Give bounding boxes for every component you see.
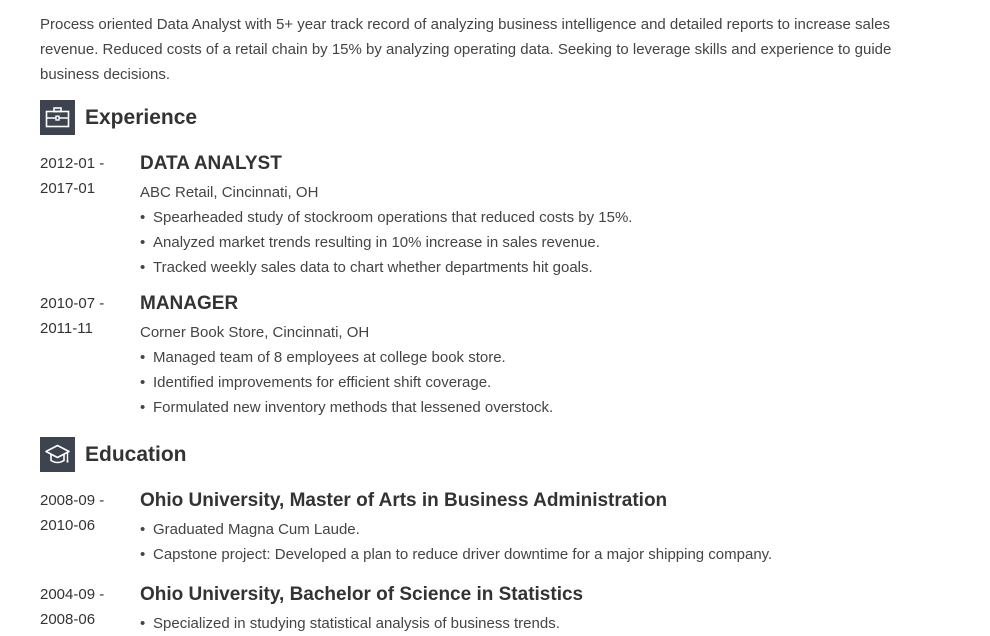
entry-dates: 2012-01 - 2017-01 xyxy=(40,155,105,197)
job-title: MANAGER xyxy=(140,293,239,314)
list-item: • Formulated new inventory methods that lessened overstock. xyxy=(140,399,554,416)
education-heading: Education xyxy=(85,442,187,466)
education-section-header xyxy=(40,437,940,472)
bullet-list xyxy=(140,205,940,280)
list-item: • Tracked weekly sales data to chart whether departments hit goals. xyxy=(140,259,593,276)
list-item: • Specialized in studying statistical analysis of business trends. xyxy=(140,615,560,632)
resume-page xyxy=(40,12,940,636)
list-item: • Identified improvements for efficient shift coverage. xyxy=(140,374,492,391)
company-location: ABC Retail, Cincinnati, OH xyxy=(140,184,319,201)
list-item: • Spearheaded study of stockroom operations that reduced costs by 15%. xyxy=(140,209,633,226)
summary-text: Process oriented Data Analyst with 5+ year track record of analyzing business intelligence and detailed reports to increase sales revenue. Reduced costs of a retail chain by 15% by analyzing operating data. Seeking to leverage skills and experience to guide business decisions. xyxy=(40,16,892,83)
job-title: DATA ANALYST xyxy=(140,153,282,174)
education-entry xyxy=(40,582,940,636)
list-item: • Capstone project: Developed a plan to reduce driver downtime for a major shipping company. xyxy=(140,546,773,563)
list-item: • Graduated Magna Cum Laude. xyxy=(140,521,360,538)
entry-dates: 2008-09 - 2010-06 xyxy=(40,492,105,534)
entry-dates: 2004-09 - 2008-06 xyxy=(40,586,105,628)
company-location: Corner Book Store, Cincinnati, OH xyxy=(140,324,370,341)
list-item: • Analyzed market trends resulting in 10% increase in sales revenue. xyxy=(140,234,600,251)
bullet-list xyxy=(140,517,940,567)
bullet-list xyxy=(140,611,940,636)
degree-title: Ohio University, Bachelor of Science in Statistics xyxy=(140,584,584,605)
list-item: • Managed team of 8 employees at college book store. xyxy=(140,349,506,366)
degree-title: Ohio University, Master of Arts in Business Administration xyxy=(140,490,668,511)
bullet-list xyxy=(140,345,940,420)
education-entry xyxy=(40,488,940,567)
experience-entry xyxy=(40,291,940,420)
experience-section-header xyxy=(40,100,940,135)
graduation-cap-icon xyxy=(40,437,75,472)
experience-heading: Experience xyxy=(85,105,198,129)
entry-dates: 2010-07 - 2011-11 xyxy=(40,295,105,337)
briefcase-icon xyxy=(40,100,75,135)
experience-entry xyxy=(40,151,940,280)
